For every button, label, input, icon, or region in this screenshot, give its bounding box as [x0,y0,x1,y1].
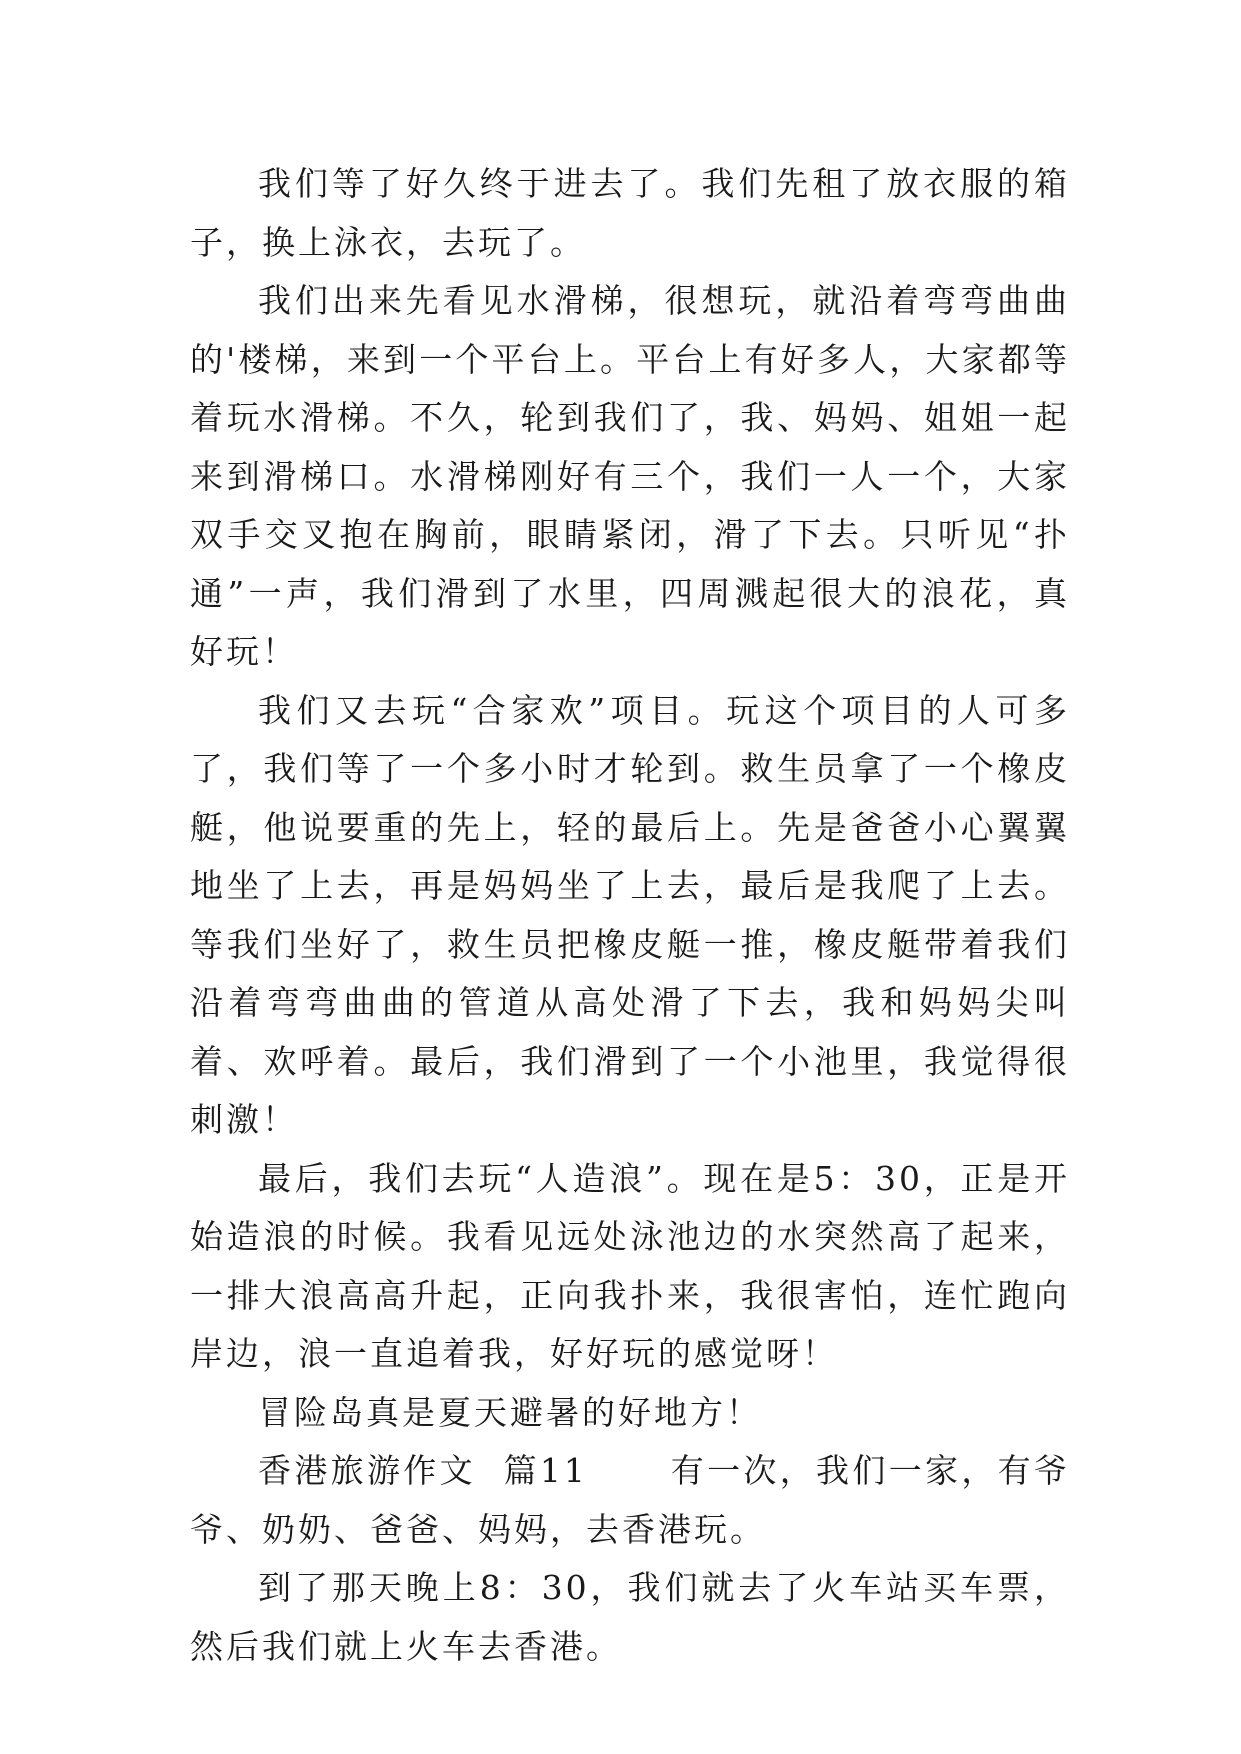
paragraph-train-station: 到了那天晚上8：30，我们就去了火车站买车票，然后我们就上火车去香港。 [190,1568,1070,1666]
paragraph-conclusion: 冒险岛真是夏天避暑的好地方！ [258,1392,762,1432]
paragraph-family-ride: 我们又去玩“合家欢”项目。玩这个项目的人可多了，我们等了一个多小时才轮到。救生员拿了一个橡皮艇，他说要重的先上，轻的最后上。先是爸爸小心翼翼地坐了上去，再是妈妈坐了上去，最后是我爬了上去。等我们坐好了，救生员把橡皮艇一推，橡皮艇带着我们沿着弯弯曲曲的管道从高处滑了下去，我和妈妈尖叫着、欢呼着。最后，我们滑到了一个小池里，我觉得很刺激！ [190,690,1070,1139]
paragraph-essay-11-opening: 香港旅游作文 篇11 有一次，我们一家，有爷爷、奶奶、爸爸、妈妈，去香港玩。 [190,1451,1070,1549]
paragraph-entering-park: 我们等了好久终于进去了。我们先租了放衣服的箱子，换上泳衣，去玩了。 [190,164,1070,262]
article-body [190,155,1070,1676]
paragraph-wave-pool: 最后，我们去玩“人造浪”。现在是5：30，正是开始造浪的时候。我看见远处泳池边的水突然高了起来，一排大浪高高升起，正向我扑来，我很害怕，连忙跑向岸边，浪一直追着我，好好玩的感觉呀！ [190,1158,1070,1373]
paragraph-water-slide: 我们出来先看见水滑梯，很想玩，就沿着弯弯曲曲的'楼梯，来到一个平台上。平台上有好多人，大家都等着玩水滑梯。不久，轮到我们了，我、妈妈、姐姐一起来到滑梯口。水滑梯刚好有三个，我们一人一个，大家双手交叉抱在胸前，眼睛紧闭，滑了下去。只听见“扑通”一声，我们滑到了水里，四周溅起很大的浪花，真好玩！ [190,281,1070,671]
